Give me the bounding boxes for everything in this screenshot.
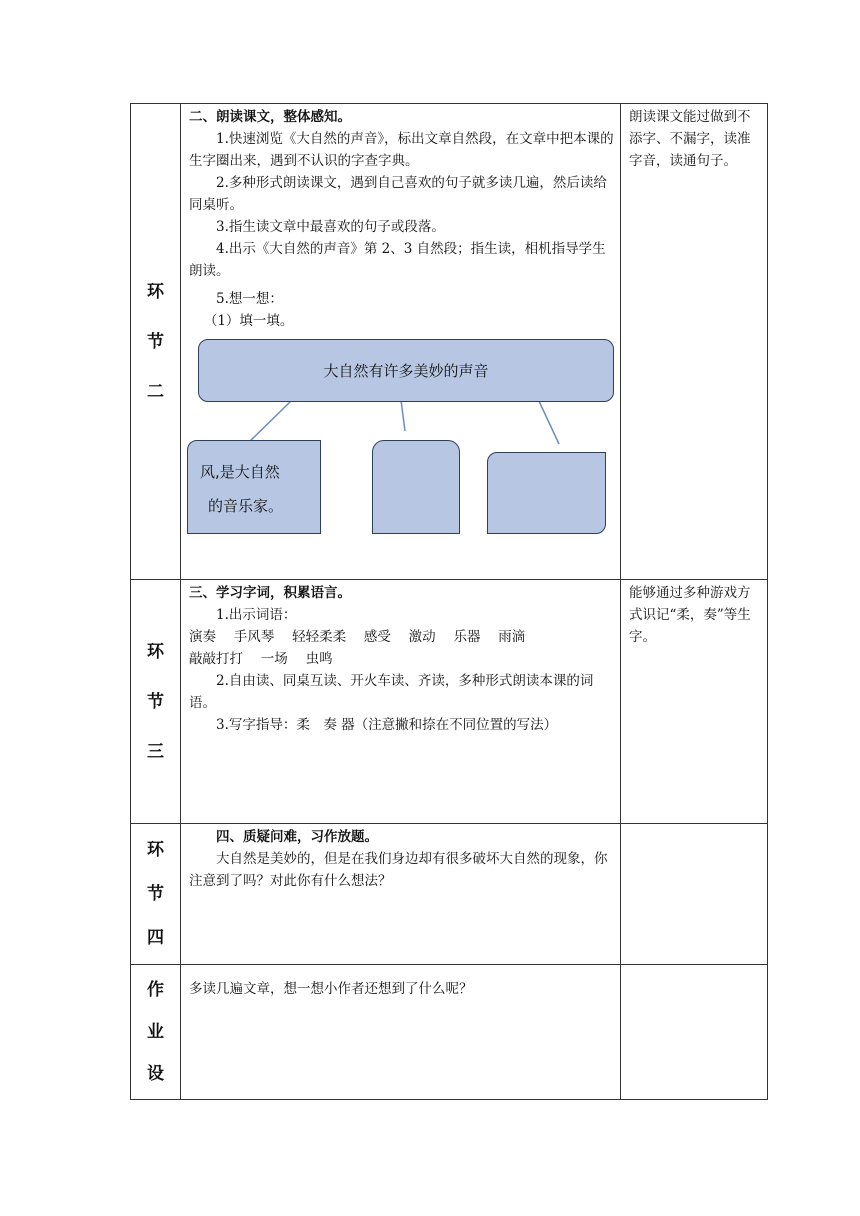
section-label-2: 环 节 二 bbox=[131, 104, 181, 580]
section-goal-2: 朗读课文能过做到不添字、不漏字，读准字音，读通句子。 bbox=[621, 104, 768, 580]
section-heading: 二、朗读课文，整体感知。 bbox=[189, 109, 351, 125]
section-heading: 三、学习字词，积累语言。 bbox=[189, 585, 351, 601]
homework-content: 多读几遍文章，想一想小作者还想到了什么呢？ bbox=[181, 965, 621, 1100]
diagram-answer-box-3 bbox=[487, 452, 606, 534]
section-heading: 四、质疑问难，习作放题。 bbox=[216, 829, 378, 845]
section-content-2 bbox=[181, 104, 621, 580]
section-row-2 bbox=[131, 104, 768, 580]
step-4: 4.出示《大自然的声音》第 2、3 自然段；指生读，相机指导学生朗读。 bbox=[189, 241, 606, 279]
diagram-top-box bbox=[198, 339, 614, 402]
section-goal-4 bbox=[621, 824, 768, 965]
lesson-plan-table bbox=[130, 103, 768, 1100]
diagram-answer-box-2 bbox=[372, 440, 460, 534]
section-row-3 bbox=[131, 580, 768, 824]
section-goal-3: 能够通过多种游戏方式识记“柔，奏”等生字。 bbox=[621, 580, 768, 824]
step-2: 2.多种形式朗读课文，遇到自己喜欢的句子就多读几遍，然后读给同桌听。 bbox=[189, 175, 607, 213]
word-list-1: 演奏 手风琴 轻轻柔柔 感受 激动 乐器 雨滴 bbox=[189, 629, 526, 645]
homework-row bbox=[131, 965, 768, 1100]
step-1: 1.快速浏览《大自然的声音》，标出文章自然段，在文章中把本课的生字圈出来，遇到不认识的字查字典。 bbox=[189, 131, 614, 169]
homework-goal bbox=[621, 965, 768, 1100]
fill-in-diagram bbox=[173, 332, 613, 542]
diagram-top-text: 大自然有许多美妙的声音 bbox=[323, 362, 489, 380]
word-list-2: 敲敲打打 一场 虫鸣 bbox=[189, 651, 333, 667]
fill-instruction: （1）填一填。 bbox=[203, 313, 294, 329]
diagram-answer-box-1: 风,是大自然 的音乐家。 bbox=[187, 440, 321, 534]
section-row-4 bbox=[131, 824, 768, 965]
section-label-4: 环 节 四 bbox=[131, 824, 181, 965]
section-content-3: 三、学习字词，积累语言。 1.出示词语： 演奏 手风琴 轻轻柔柔 感受 激动 乐器 雨滴 敲敲打打 一场 虫鸣 2.自由读、同桌互读、开火车读、齐读，多种形式朗读本课的词语。 3.写字指导：柔 奏 器（注意撇和捺在不同位置的写法） bbox=[181, 580, 621, 824]
step-3: 3.指生读文章中最喜欢的句子或段落。 bbox=[216, 219, 445, 235]
section-content-4: 四、质疑问难，习作放题。 大自然是美妙的，但是在我们身边却有很多破坏大自然的现象，你注意到了吗？对此你有什么想法？ bbox=[181, 824, 621, 965]
section-label-3: 环 节 三 bbox=[131, 580, 181, 824]
homework-label: 作 业 设 bbox=[131, 965, 181, 1100]
step-5: 5.想一想： bbox=[216, 291, 283, 307]
